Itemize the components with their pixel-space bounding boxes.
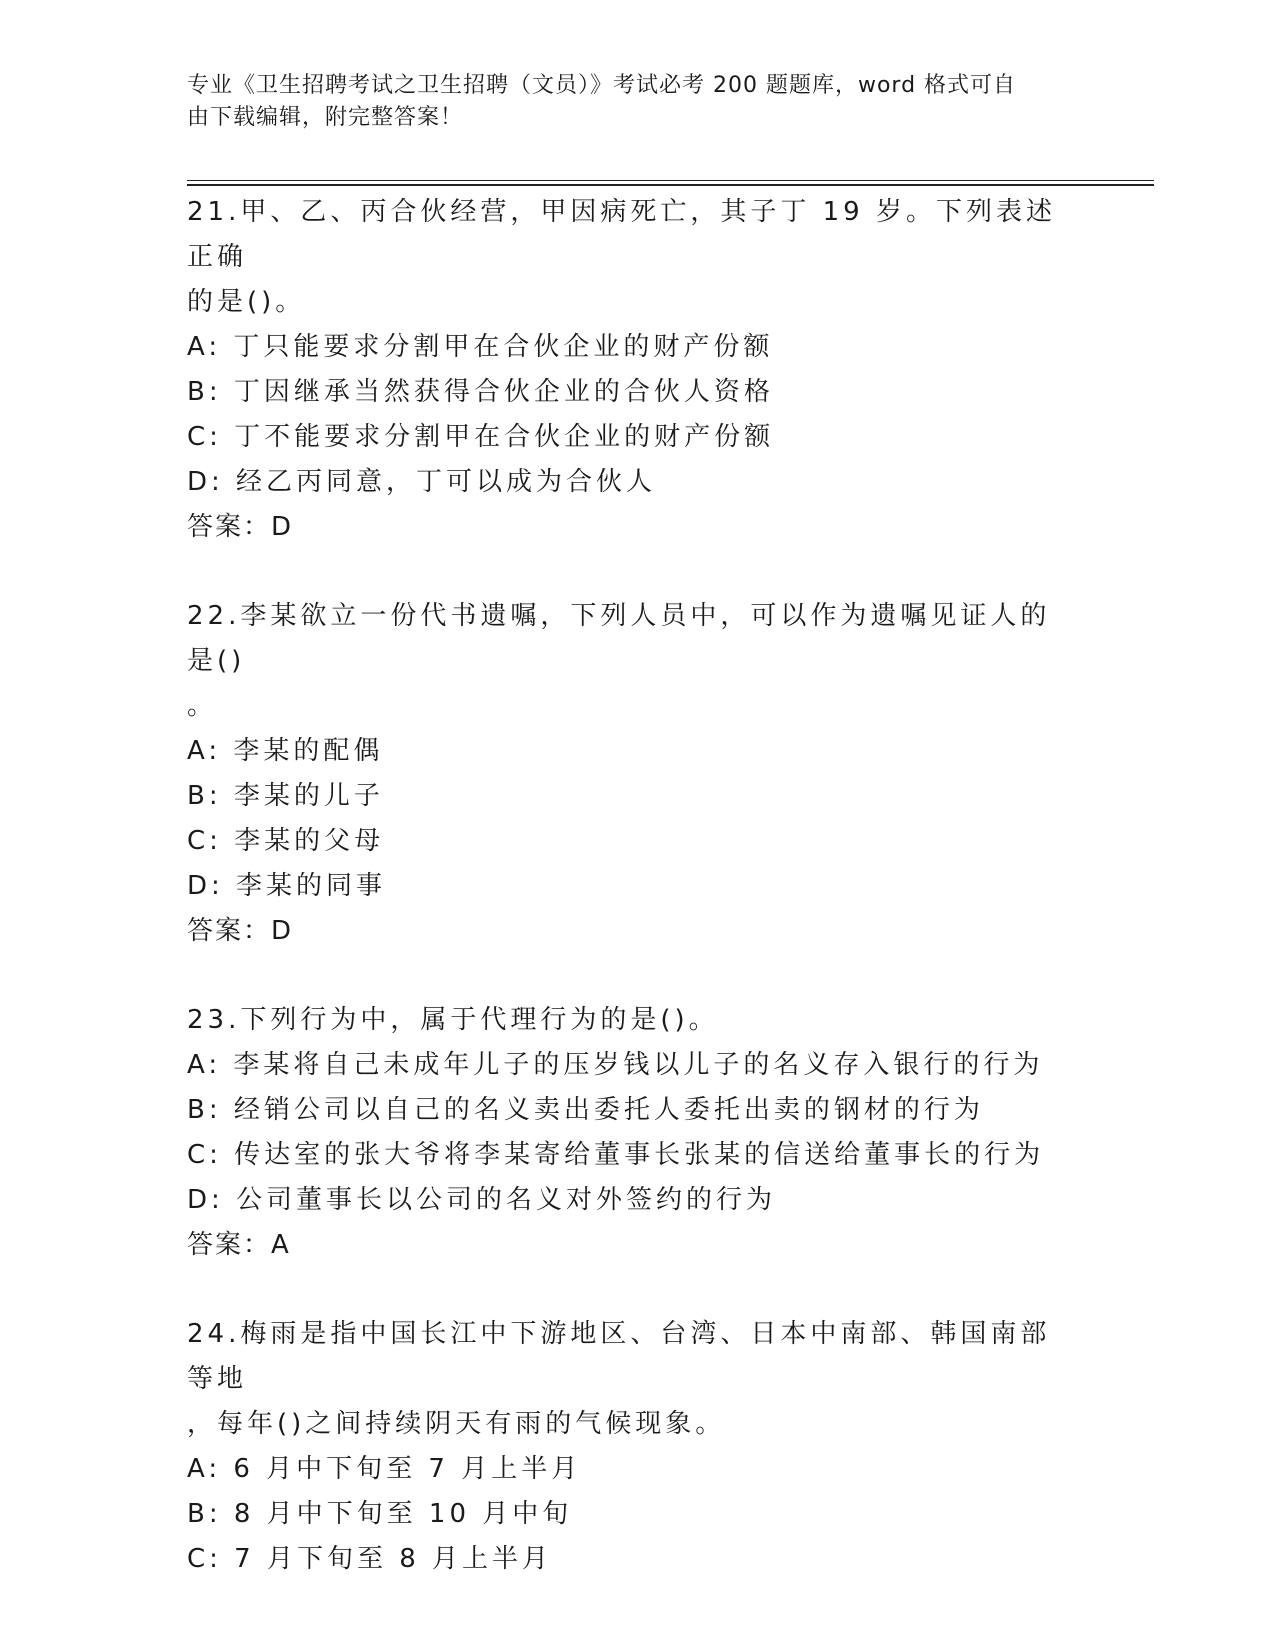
document-header [187, 70, 1067, 134]
document-page [187, 70, 1087, 134]
option-c: C: 7 月下旬至 8 月上半月 [187, 1544, 553, 1574]
option-c: C: 传达室的张大爷将李某寄给董事长张某的信送给董事长的行为 [187, 1140, 1045, 1170]
header-line-1: 专业《卫生招聘考试之卫生招聘（文员）》考试必考 200 题题库，word 格式可自 [187, 73, 1017, 98]
header-line-2: 由下载编辑，附完整答案！ [187, 105, 464, 130]
question-text: 23.下列行为中，属于代理行为的是()。 [187, 1005, 719, 1035]
option-c: C: 丁不能要求分割甲在合伙企业的财产份额 [187, 422, 775, 452]
question-list [187, 190, 1087, 1626]
question-text: 。 [187, 691, 218, 721]
option-a: A: 李某的配偶 [187, 736, 384, 766]
option-d: D: 李某的同事 [187, 871, 387, 901]
answer-text: 答案：D [187, 916, 294, 946]
option-b: B: 丁因继承当然获得合伙企业的合伙人资格 [187, 377, 774, 407]
question-21 [187, 190, 1087, 550]
question-22 [187, 594, 1087, 954]
question-24 [187, 1312, 1087, 1582]
question-text: 的是()。 [187, 287, 306, 317]
option-b: B: 经销公司以自己的名义卖出委托人委托出卖的钢材的行为 [187, 1095, 984, 1125]
answer-text: 答案：D [187, 512, 294, 542]
option-a: A: 6 月中下旬至 7 月上半月 [187, 1454, 582, 1484]
option-a: A: 丁只能要求分割甲在合伙企业的财产份额 [187, 332, 774, 362]
question-text: ，每年()之间持续阴天有雨的气候现象。 [187, 1409, 726, 1439]
option-b: B: 8 月中下旬至 10 月中旬 [187, 1499, 573, 1529]
question-text: 22.李某欲立一份代书遗嘱，下列人员中，可以作为遗嘱见证人的是() [187, 601, 1051, 676]
question-23 [187, 998, 1087, 1268]
option-a: A: 李某将自己未成年儿子的压岁钱以儿子的名义存入银行的行为 [187, 1050, 1044, 1080]
header-divider-thin [187, 180, 1154, 181]
question-text: 24.梅雨是指中国长江中下游地区、台湾、日本中南部、韩国南部等地 [187, 1319, 1051, 1394]
answer-text: 答案：A [187, 1230, 291, 1260]
question-text: 21.甲、乙、丙合伙经营，甲因病死亡，其子丁 19 岁。下列表述正确 [187, 197, 1056, 272]
option-d: D: 公司董事长以公司的名义对外签约的行为 [187, 1185, 777, 1215]
option-b: B: 李某的儿子 [187, 781, 384, 811]
option-d: D: 经乙丙同意，丁可以成为合伙人 [187, 467, 657, 497]
header-divider-thick [187, 184, 1154, 186]
option-c: C: 李某的父母 [187, 826, 385, 856]
